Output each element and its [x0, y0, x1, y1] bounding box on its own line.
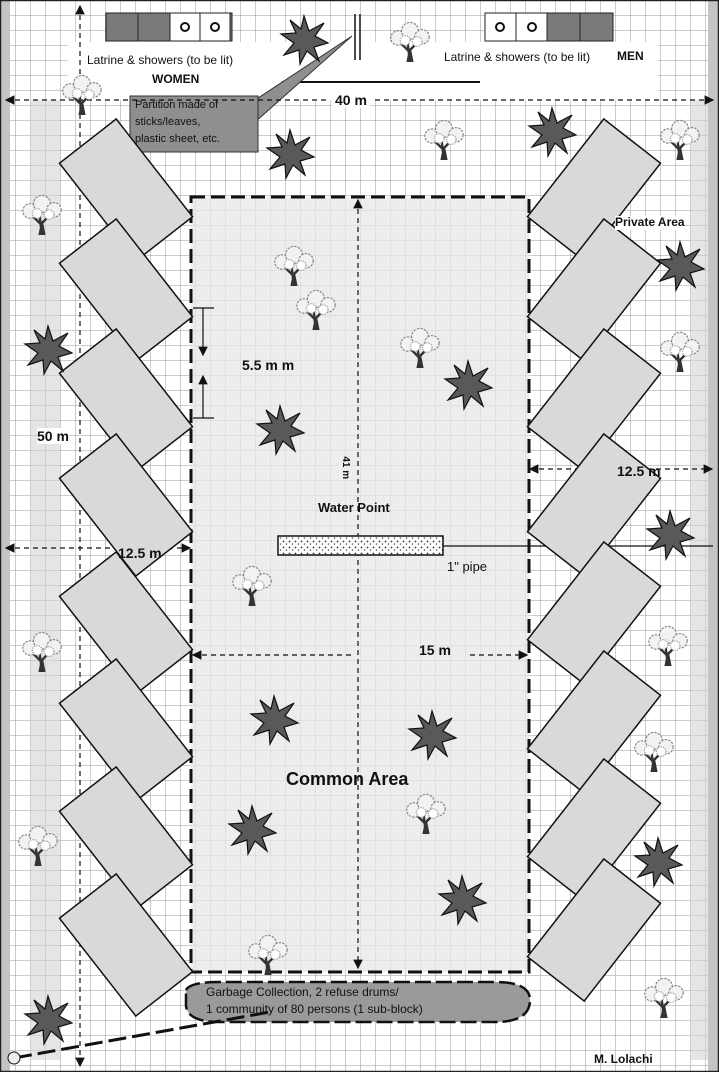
- latrine-men: [485, 13, 613, 41]
- offset-left-12-5m-label: 12.5 m: [118, 545, 162, 561]
- author-label: M. Lolachi: [594, 1052, 653, 1066]
- latrine-women-label: Latrine & showers (to be lit): [87, 53, 234, 67]
- partition-label-3: plastic sheet, etc.: [135, 133, 220, 145]
- offset-right-12-5m-label: 12.5 m: [617, 463, 661, 479]
- right-path-strip: [690, 100, 708, 1060]
- height-50m-label: 50 m: [37, 428, 69, 444]
- partition-label-1: Partition made of: [135, 99, 219, 111]
- water-point-icon: [278, 536, 443, 555]
- partition-label-2: sticks/leaves,: [135, 116, 201, 128]
- garbage-label-1: Garbage Collection, 2 refuse drums/: [206, 985, 399, 999]
- drum-icon: [8, 1052, 20, 1064]
- common-area-label: Common Area: [286, 769, 409, 789]
- women-label: WOMEN: [152, 72, 200, 86]
- spacing-5-5m-label: 5.5 m m: [242, 357, 295, 373]
- width-40m-label: 40 m: [332, 92, 370, 108]
- pipe-label: 1" pipe: [447, 559, 488, 574]
- men-label: MEN: [617, 49, 644, 63]
- latrine-men-label: Latrine & showers (to be lit): [444, 50, 591, 64]
- garbage-label-2: 1 community of 80 persons (1 sub-block): [206, 1002, 423, 1016]
- width-15m-label: 15 m: [419, 642, 451, 658]
- water-point-label: Water Point: [318, 500, 390, 515]
- left-road-strip: [0, 0, 10, 1072]
- right-road-strip: [708, 0, 719, 1072]
- private-area-label: Private Area: [615, 215, 685, 229]
- left-path-strip: [30, 100, 60, 1060]
- latrine-women: [106, 13, 232, 41]
- height-41m-label: 41 m: [340, 456, 352, 480]
